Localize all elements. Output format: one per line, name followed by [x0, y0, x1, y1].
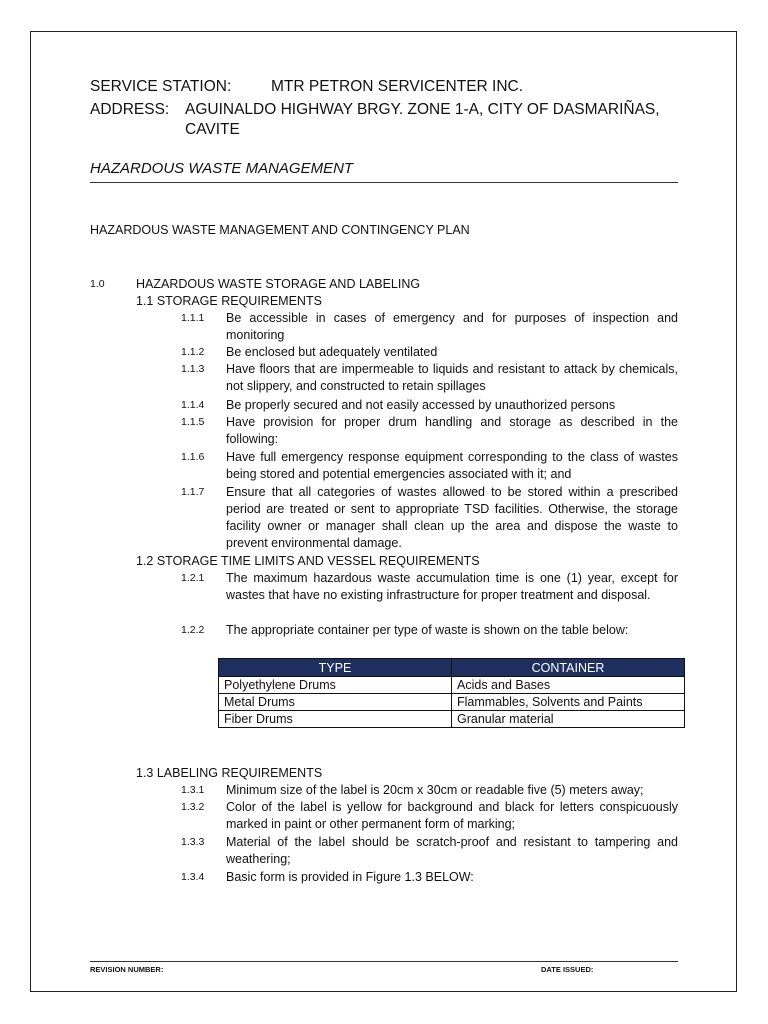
title-rule: [90, 182, 678, 183]
table-header-container: CONTAINER: [452, 659, 685, 677]
subsection-heading-1-2: 1.2 STORAGE TIME LIMITS AND VESSEL REQUIREMENTS: [136, 554, 480, 568]
item-number: 1.1.1: [181, 312, 205, 324]
item-number: 1.2.1: [181, 572, 205, 584]
table-header-type: TYPE: [219, 659, 452, 677]
table-row: [219, 677, 685, 694]
address-line-2: CAVITE: [185, 121, 240, 138]
item-number: 1.3.1: [181, 784, 205, 796]
revision-number-label: REVISION NUMBER:: [90, 965, 164, 974]
table-cell: Acids and Bases: [452, 677, 685, 694]
item-number: 1.2.2: [181, 624, 205, 636]
item-number: 1.3.3: [181, 836, 205, 848]
subsection-heading-1-3: 1.3 LABELING REQUIREMENTS: [136, 766, 323, 780]
table-cell: Metal Drums: [219, 694, 452, 711]
item-text: The maximum hazardous waste accumulation time is one (1) year, except for wastes that have no existing infrastructure for proper treatment and disposal.: [226, 571, 678, 602]
footer-rule: [90, 961, 678, 962]
item-number: 1.1.3: [181, 363, 205, 375]
station-value: MTR PETRON SERVICENTER INC.: [271, 78, 524, 95]
table-cell: Fiber Drums: [219, 711, 452, 728]
item-text: Be properly secured and not easily accessed by unauthorized persons: [226, 398, 616, 412]
item-text: Be accessible in cases of emergency and for purposes of inspection and monitoring: [226, 311, 678, 342]
container-table: [218, 658, 685, 728]
address-line-1: AGUINALDO HIGHWAY BRGY. ZONE 1-A, CITY OF DASMARIÑAS,: [185, 101, 660, 118]
item-number: 1.3.2: [181, 801, 205, 813]
item-text: Be enclosed but adequately ventilated: [226, 345, 438, 359]
table-row: [219, 711, 685, 728]
item-text: Basic form is provided in Figure 1.3 BELOW:: [226, 870, 474, 884]
item-number: 1.1.5: [181, 416, 205, 428]
item-text: Minimum size of the label is 20cm x 30cm or readable five (5) meters away;: [226, 783, 644, 797]
station-label: SERVICE STATION:: [90, 78, 232, 95]
subsection-heading-1-1: 1.1 STORAGE REQUIREMENTS: [136, 294, 322, 308]
table-row: [219, 694, 685, 711]
table-cell: Polyethylene Drums: [219, 677, 452, 694]
item-number: 1.1.6: [181, 451, 205, 463]
item-text: Ensure that all categories of wastes allowed to be stored within a prescribed period are treated or sent to appropriate TSD facilities. Otherwise, the storage facility owner or manager shall clean up the area and dispose the waste to prevent environmental damage.: [226, 485, 678, 550]
item-number: 1.1.7: [181, 486, 205, 498]
date-issued-label: DATE ISSUED:: [541, 965, 594, 974]
plan-heading: HAZARDOUS WASTE MANAGEMENT AND CONTINGENCY PLAN: [90, 223, 470, 237]
item-text: Have full emergency response equipment corresponding to the class of wastes being stored and potential emergencies associated with it; and: [226, 450, 678, 481]
item-text: Have provision for proper drum handling and storage as described in the following:: [226, 415, 678, 446]
table-cell: Granular material: [452, 711, 685, 728]
item-number: 1.1.4: [181, 399, 205, 411]
item-text: Material of the label should be scratch-proof and resistant to tampering and weathering;: [226, 835, 678, 866]
item-number: 1.1.2: [181, 346, 205, 358]
page-title: HAZARDOUS WASTE MANAGEMENT: [90, 160, 354, 177]
item-text: Color of the label is yellow for background and black for letters conspicuously marked in paint or other permanent form of marking;: [226, 800, 678, 831]
item-number: 1.3.4: [181, 871, 205, 883]
item-text: The appropriate container per type of waste is shown on the table below:: [226, 623, 629, 637]
section-number: 1.0: [90, 278, 105, 290]
section-heading: HAZARDOUS WASTE STORAGE AND LABELING: [136, 277, 421, 291]
item-text: Have floors that are impermeable to liquids and resistant to attack by chemicals, not slippery, and constructed to retain spillages: [226, 362, 678, 393]
address-label: ADDRESS:: [90, 101, 170, 118]
table-cell: Flammables, Solvents and Paints: [452, 694, 685, 711]
